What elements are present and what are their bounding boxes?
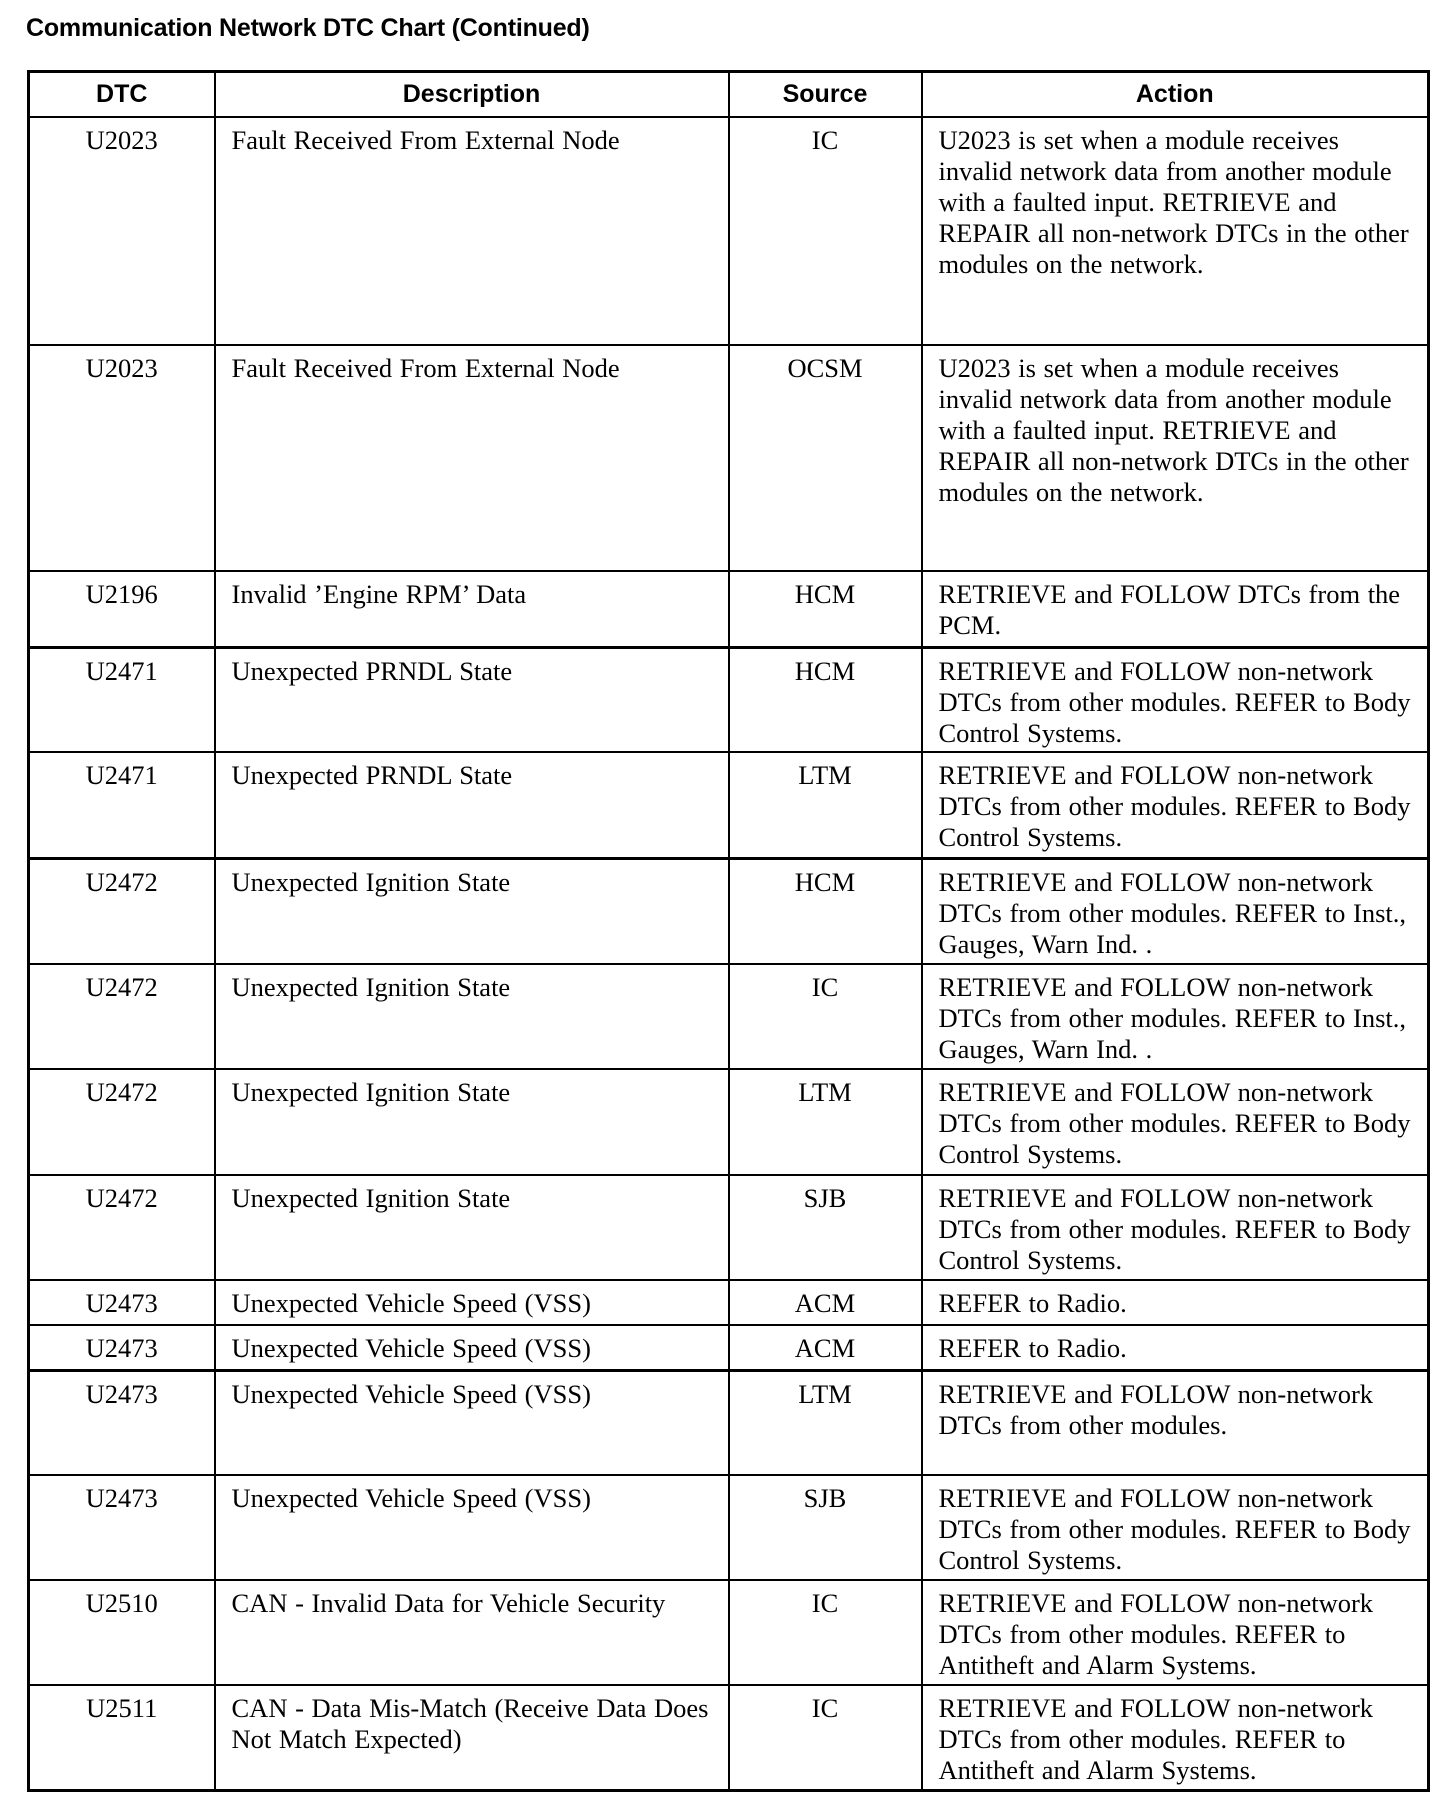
dtc-action: RETRIEVE and FOLLOW non-network DTCs from other modules. REFER to Body Control Systems. <box>922 1069 1429 1175</box>
column-header-source: Source <box>729 72 922 118</box>
column-header-action: Action <box>922 72 1429 118</box>
dtc-source: HCM <box>729 647 922 752</box>
dtc-description: Unexpected PRNDL State <box>215 647 729 752</box>
table-row <box>29 1280 1429 1325</box>
dtc-code: U2472 <box>29 964 215 1069</box>
dtc-code: U2473 <box>29 1370 215 1475</box>
dtc-source: SJB <box>729 1475 922 1580</box>
dtc-description: Unexpected Vehicle Speed (VSS) <box>215 1370 729 1475</box>
dtc-action: U2023 is set when a module receives invalid network data from another module with a faulted input. RETRIEVE and REPAIR all non-network DTCs in the other modules on the network. <box>922 345 1429 571</box>
dtc-action: REFER to Radio. <box>922 1280 1429 1325</box>
dtc-code: U2511 <box>29 1685 215 1790</box>
table-row <box>29 647 1429 752</box>
dtc-description: Unexpected Ignition State <box>215 858 729 964</box>
page-title: Communication Network DTC Chart (Continued) <box>26 14 590 42</box>
dtc-code: U2472 <box>29 1069 215 1175</box>
dtc-code: U2510 <box>29 1580 215 1685</box>
table-row <box>29 1325 1429 1370</box>
dtc-source: ACM <box>729 1280 922 1325</box>
dtc-action: RETRIEVE and FOLLOW non-network DTCs from other modules. REFER to Inst., Gauges, Warn Ind. . <box>922 964 1429 1069</box>
column-header-description: Description <box>215 72 729 118</box>
dtc-code: U2471 <box>29 752 215 858</box>
dtc-description: Unexpected Ignition State <box>215 1175 729 1280</box>
dtc-action: RETRIEVE and FOLLOW non-network DTCs from other modules. REFER to Antitheft and Alarm Systems. <box>922 1580 1429 1685</box>
dtc-action: RETRIEVE and FOLLOW DTCs from the PCM. <box>922 571 1429 647</box>
dtc-code: U2472 <box>29 1175 215 1280</box>
dtc-source: IC <box>729 117 922 345</box>
dtc-code: U2023 <box>29 345 215 571</box>
dtc-code: U2473 <box>29 1280 215 1325</box>
dtc-source: IC <box>729 1685 922 1790</box>
dtc-action: U2023 is set when a module receives invalid network data from another module with a faulted input. RETRIEVE and REPAIR all non-network DTCs in the other modules on the network. <box>922 117 1429 345</box>
dtc-code: U2473 <box>29 1325 215 1370</box>
dtc-action: RETRIEVE and FOLLOW non-network DTCs from other modules. REFER to Body Control Systems. <box>922 1175 1429 1280</box>
dtc-source: ACM <box>729 1325 922 1370</box>
dtc-action: RETRIEVE and FOLLOW non-network DTCs from other modules. REFER to Body Control Systems. <box>922 752 1429 858</box>
dtc-code: U2196 <box>29 571 215 647</box>
table-row <box>29 752 1429 858</box>
dtc-source: OCSM <box>729 345 922 571</box>
dtc-action: RETRIEVE and FOLLOW non-network DTCs from other modules. REFER to Body Control Systems. <box>922 1475 1429 1580</box>
dtc-source: SJB <box>729 1175 922 1280</box>
dtc-description: Fault Received From External Node <box>215 117 729 345</box>
table-row <box>29 858 1429 964</box>
dtc-description: Fault Received From External Node <box>215 345 729 571</box>
dtc-description: Invalid ’Engine RPM’ Data <box>215 571 729 647</box>
dtc-description: Unexpected Ignition State <box>215 964 729 1069</box>
table-row <box>29 345 1429 571</box>
dtc-action: RETRIEVE and FOLLOW non-network DTCs from other modules. REFER to Body Control Systems. <box>922 647 1429 752</box>
dtc-code: U2023 <box>29 117 215 345</box>
dtc-description: Unexpected Vehicle Speed (VSS) <box>215 1325 729 1370</box>
dtc-description: Unexpected Vehicle Speed (VSS) <box>215 1280 729 1325</box>
dtc-table <box>27 70 1430 1792</box>
dtc-source: LTM <box>729 1069 922 1175</box>
table-row <box>29 1685 1429 1790</box>
dtc-source: IC <box>729 964 922 1069</box>
table-row <box>29 1069 1429 1175</box>
dtc-description: Unexpected PRNDL State <box>215 752 729 858</box>
table-row <box>29 571 1429 647</box>
dtc-description: CAN - Invalid Data for Vehicle Security <box>215 1580 729 1685</box>
table-header-row <box>29 72 1429 118</box>
dtc-action: RETRIEVE and FOLLOW non-network DTCs from other modules. <box>922 1370 1429 1475</box>
dtc-source: HCM <box>729 571 922 647</box>
dtc-source: LTM <box>729 752 922 858</box>
table-row <box>29 1580 1429 1685</box>
table-row <box>29 964 1429 1069</box>
dtc-description: CAN - Data Mis-Match (Receive Data Does Not Match Expected) <box>215 1685 729 1790</box>
dtc-source: IC <box>729 1580 922 1685</box>
column-header-dtc: DTC <box>29 72 215 118</box>
table-row <box>29 1370 1429 1475</box>
dtc-code: U2473 <box>29 1475 215 1580</box>
dtc-code: U2472 <box>29 858 215 964</box>
dtc-source: LTM <box>729 1370 922 1475</box>
dtc-description: Unexpected Ignition State <box>215 1069 729 1175</box>
dtc-source: HCM <box>729 858 922 964</box>
table-row <box>29 117 1429 345</box>
dtc-description: Unexpected Vehicle Speed (VSS) <box>215 1475 729 1580</box>
table-row <box>29 1475 1429 1580</box>
dtc-action: RETRIEVE and FOLLOW non-network DTCs from other modules. REFER to Inst., Gauges, Warn Ind. . <box>922 858 1429 964</box>
dtc-action: RETRIEVE and FOLLOW non-network DTCs from other modules. REFER to Antitheft and Alarm Systems. <box>922 1685 1429 1790</box>
dtc-code: U2471 <box>29 647 215 752</box>
dtc-action: REFER to Radio. <box>922 1325 1429 1370</box>
table-row <box>29 1175 1429 1280</box>
